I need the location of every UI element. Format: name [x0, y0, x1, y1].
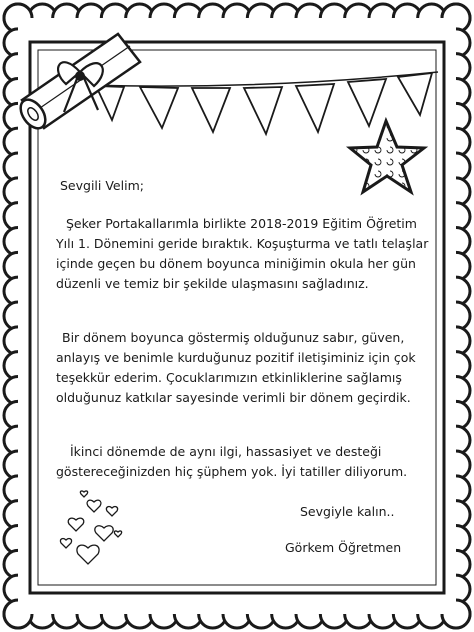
letter-signature: Görkem Öğretmen [285, 540, 402, 555]
letter-paragraph-2: Bir dönem boyunca göstermiş olduğunuz sabır, güven, anlayış ve benimle kurduğunuz pozitif iletişiminiz için çok teşekkür ederim. Çocuklarımızın etkinliklerine sağlamış olduğunuz katkılar sayesinde verimli bir dönem geçirdik. [56, 330, 416, 405]
letter-closing: Sevgiyle kalın.. [300, 504, 395, 519]
letter-greeting: Sevgili Velim; [60, 178, 144, 193]
letter-paragraph-3: İkinci dönemde de aynı ilgi, hassasiyet ve desteği göstereceğinizden hiç şüphem yok. İyi tatiller diliyorum. [56, 444, 408, 479]
letter-paragraph-1: Şeker Portakallarımla birlikte 2018-2019 Eğitim Öğretim Yılı 1. Dönemini geride bıraktık. Koşuşturma ve tatlı telaşlar içinde geçen bu dönem boyunca miniğimin okula her gün düzenli ve temiz bir şekilde ulaşmasını sağladınız. [56, 216, 429, 291]
